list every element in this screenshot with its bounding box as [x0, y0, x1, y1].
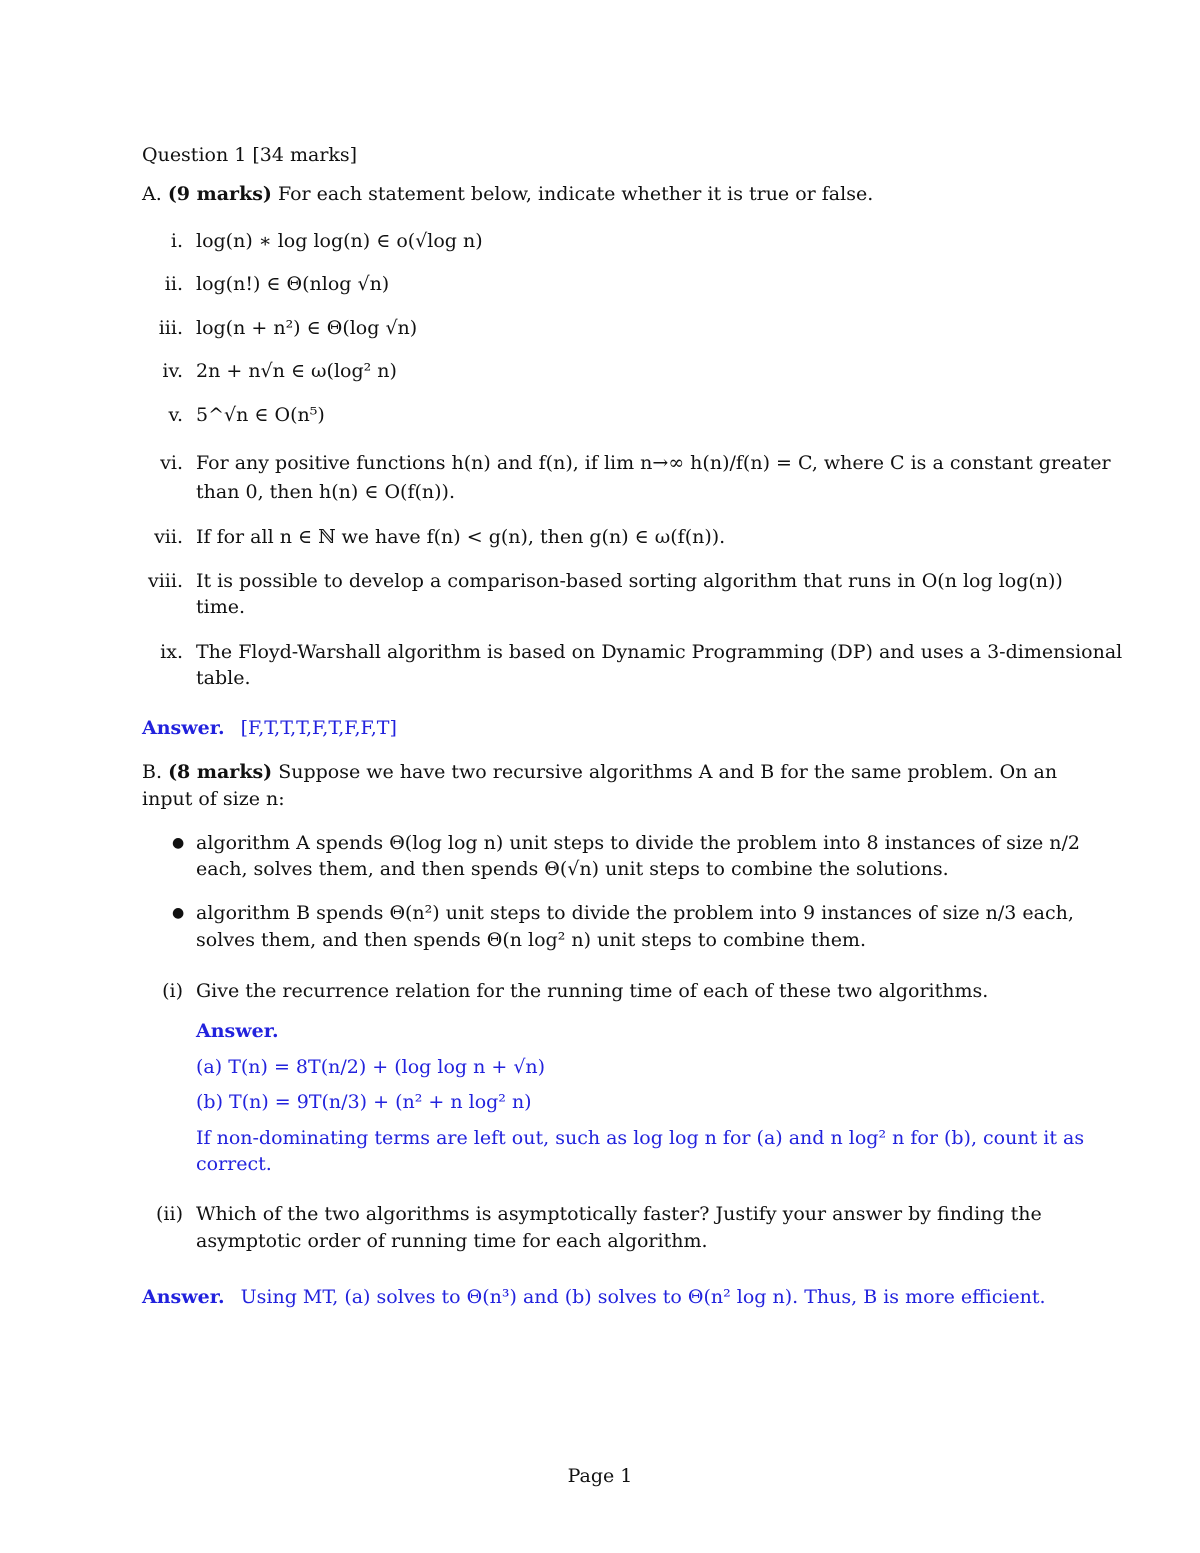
statement-item: If for all n ∈ ℕ we have f(n) < g(n), then g(n) ∈ ω(f(n)). — [196, 526, 726, 548]
bullet-item-continued: each, solves them, and then spends Θ(√n) unit steps to combine the solutions. — [196, 858, 949, 880]
page-number: Page 1 — [567, 1465, 633, 1487]
statement-item: For any positive functions h(n) and f(n), if lim n→∞ h(n)/f(n) = C, where C is a constant greater — [196, 452, 1111, 474]
item-label: iii. — [158, 317, 183, 339]
sub-question-text-continued: asymptotic order of running time for each algorithm. — [196, 1230, 708, 1252]
item-label: i. — [170, 230, 183, 252]
item-label: viii. — [147, 570, 183, 592]
statement-item: log(n + n²) ∈ Θ(log √n) — [196, 317, 418, 339]
question-title: Question 1 [34 marks] — [142, 144, 358, 166]
part-b-heading — [142, 760, 1057, 784]
answer-note-continued: correct. — [196, 1153, 272, 1175]
statement-item-continued: than 0, then h(n) ∈ O(f(n)). — [196, 481, 456, 503]
part-a-heading — [142, 182, 873, 206]
answer-label: Answer. — [196, 1020, 279, 1042]
statement-item: log(n) ∗ log log(n) ∈ o(√log n) — [196, 230, 483, 252]
item-label: ii. — [164, 273, 183, 295]
part-a-marks: (9 marks) — [167, 183, 272, 205]
item-label: ix. — [160, 641, 183, 663]
answer-text: [F,T,T,T,F,T,F,F,T] — [240, 717, 397, 739]
statement-item: It is possible to develop a comparison-based sorting algorithm that runs in O(n log log(n)) — [196, 570, 1063, 592]
part-a-intro: For each statement below, indicate whether it is true or false. — [277, 183, 874, 205]
answer-label: Answer. — [142, 717, 225, 739]
part-a-label: A. — [142, 183, 162, 205]
statement-item: log(n!) ∈ Θ(nlog √n) — [196, 273, 390, 295]
part-b-answer — [142, 1285, 1046, 1309]
item-label: vi. — [160, 452, 183, 474]
sub-question-text: Give the recurrence relation for the running time of each of these two algorithms. — [196, 980, 989, 1002]
statement-item: 2n + n√n ∈ ω(log² n) — [196, 360, 397, 382]
answer-line: (a) T(n) = 8T(n/2) + (log log n + √n) — [196, 1056, 546, 1078]
sub-question-text: Which of the two algorithms is asymptotically faster? Justify your answer by finding the — [196, 1203, 1042, 1225]
bullet-icon: ● — [172, 905, 185, 921]
bullet-item-continued: solves them, and then spends Θ(n log² n) unit steps to combine them. — [196, 929, 866, 951]
sub-question-label: (ii) — [156, 1203, 183, 1225]
part-a-answer — [142, 716, 397, 740]
part-b-intro-continued: input of size n: — [142, 788, 285, 810]
statement-item-continued: time. — [196, 596, 246, 618]
sub-question-label: (i) — [162, 980, 183, 1002]
bullet-item: algorithm A spends Θ(log log n) unit steps to divide the problem into 8 instances of size n/2 — [196, 832, 1080, 854]
statement-item: The Floyd-Warshall algorithm is based on Dynamic Programming (DP) and uses a 3-dimensional — [196, 641, 1123, 663]
bullet-icon: ● — [172, 835, 185, 851]
statement-item: 5^√n ∈ O(n⁵) — [196, 404, 325, 426]
item-label: v. — [168, 404, 183, 426]
statement-item-continued: table. — [196, 667, 251, 689]
answer-text: Using MT, (a) solves to Θ(n³) and (b) solves to Θ(n² log n). Thus, B is more efficient. — [240, 1286, 1046, 1308]
answer-note: If non-dominating terms are left out, such as log log n for (a) and n log² n for (b), count it as — [196, 1127, 1085, 1149]
answer-line: (b) T(n) = 9T(n/3) + (n² + n log² n) — [196, 1091, 532, 1113]
bullet-item: algorithm B spends Θ(n²) unit steps to divide the problem into 9 instances of size n/3 each, — [196, 902, 1074, 924]
item-label: iv. — [162, 360, 183, 382]
part-b-marks: (8 marks) — [168, 761, 273, 783]
part-b-intro: Suppose we have two recursive algorithms A and B for the same problem. On an — [278, 761, 1058, 783]
part-b-label: B. — [142, 761, 163, 783]
answer-label: Answer. — [142, 1286, 225, 1308]
item-label: vii. — [154, 526, 183, 548]
